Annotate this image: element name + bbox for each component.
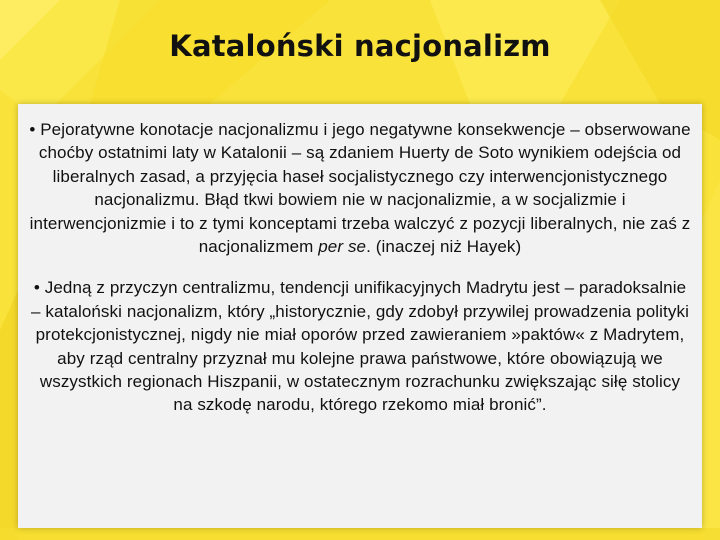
- slide-title: Kataloński nacjonalizm: [169, 29, 551, 63]
- paragraph-2-text: Jedną z przyczyn centralizmu, tendencji unifikacyjnych Madrytu jest – paradoksalnie – kataloński nacjonalizm, który „historycznie, gdy zdobył przywilej prowadzenia polityki protekcjonistycznej, nigdy nie miał oporów przed zawieraniem »paktów« z Madrytem, aby rząd centralny przyznał mu kolejne prawa państwowe, które obowiązują we wszystkich regionach Hiszpanii, w ostatecznym rozrachunku zwiększając siłę stolicy na szkodę narodu, którego rzekomo miał bronić”.: [31, 278, 689, 415]
- paragraph-2: [28, 276, 692, 416]
- paragraph-1: [28, 118, 692, 258]
- content-panel: [18, 104, 702, 528]
- title-bar: [0, 0, 720, 104]
- paragraph-1-text: Pejoratywne konotacje nacjonalizmu i jego negatywne konsekwencje – obserwowane choćby ostatnimi laty w Katalonii – są zdaniem Huerty de Soto wynikiem odejścia od liberalnych zasad, a przyjęcia haseł socjalistycznego czy interwencjonistycznego nacjonalizmu. Błąd tkwi bowiem nie w nacjonalizmie, a w socjalizmie i interwencjonizmie i to z tymi konceptami trzeba walczyć z pozycji liberalnych, nie zaś z nacjonalizmem: [29, 120, 691, 257]
- bullet-1: •: [29, 120, 36, 139]
- bullet-2: •: [33, 278, 40, 298]
- paragraph-1-tail: . (inaczej niż Hayek): [366, 237, 522, 257]
- paragraph-1-emphasis: per se: [318, 237, 367, 257]
